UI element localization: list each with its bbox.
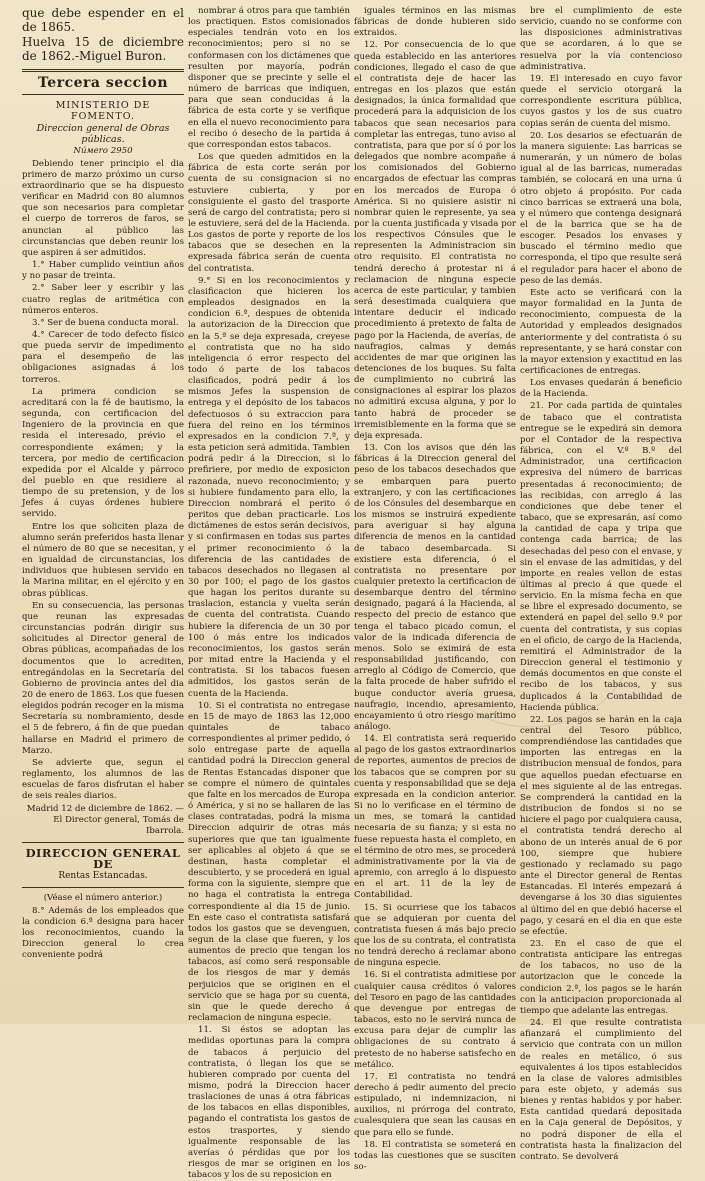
paragraph: 12. Por consecuencia de lo que queda establecido en las anteriores condiciones, llegado el caso de que el contratista deje de hacer las entregas en los plazos que están designados, la única formalidad que procederá para la adquisicion de los tabacos que sean necesarios para completar las entregas, tuno aviso al contratista, para que por sí ó por los delegados que nombre acompañe á los comisionados del Gobierno encargados de efectuar las compras en los mercados de Europa ó América. Si no quisiere asistir ni nombrar quien le represente, ya sea por la cuenta justificada y visada por los respectivos Cónsules que le representen la Administracion sin otro requisito. El contratista no tendrá derecho á protestar ni á reclamacion de ninguna especie acerca de este particular, y tambien será desestimada cualquiera que intentare deducir el indicado procedimiento á pretexto de falta de pago por la Hacienda, de averías, de naufragios, calmas y demás accidentes de mar que originen las detenciones de los buques. Su falta de cumplimiento no cubrirá las consignaciones al espirar los plazos no admitirá excusa alguna, y por lo tanto habrá de proceder se irremisiblemente en la forma que se deja expresada. bbox=[354, 40, 516, 441]
paragraph: Se advierte que, segun el reglamento, los alumnos de las escuelas de faros disfrutan el haber de seis reales diarios. bbox=[22, 757, 184, 802]
paragraph: 10. Si el contratista no entregase en 15 de mayo de 1863 las 12,000 quintales de tabaco correspondientes al primer pedido, ó solo entregase parte de aquella cantidad podrá la Direccion general de Rentas Estancadas disponer que se compre el número de quintales que falte en los mercados de Europa ó América, y si no se hallaren de las clases contratadas, podrá la misma Direccion adquirir de otras más superiores que que tan igualmente ser aplicables al objeto á que se destinan, hasta completar el descubierto, y se procederá en igual forma con la siguiente, siempre que no haga el contratista la entrega correspondiente al dia 15 de junio. En este caso el contratista satisfará todos los gastos que se devenguen, segun de la clase que fueren, y los aumentos de precio que tengan los tabacos, así como será responsable de los riesgos de mar y demás perjuicios que se originen en el servicio que se haga por su cuenta, sin que le quede derecho á reclamacion de ninguna especie. bbox=[188, 700, 350, 1024]
paragraph: nombrar á otros para que también los practiquen. Estos comisionados especiales tendrán voto en los reconocimientos; pero si no se conformasen con los dictámenes que resulten por mayoría, podrán disponer que se precinte y selle el número de barricas que indiquen, para que sean conducidas á la fábrica de esta corte y se verifique en ella el nuevo reconocimiento para el recibo ó desecho de la partida á que correspondan estos tabacos. bbox=[188, 6, 350, 150]
paragraph: 1.° Haber cumplido veintiun años y no pasar de treinta. bbox=[22, 260, 184, 282]
notice-number: Núмero 2950 bbox=[73, 146, 133, 157]
paragraph: La primera condicion se acreditará con la fé de bautismo, la segunda, con certificacion del Ingeniero de la provincia en que resida el interesado, prévio el correspondiente exámen; y la tercera, por medio de certificacion expedida por el Alcalde y párroco del pueblo en que residiere al tiempo de su pretension, y de los Jefes á cuyas órdenes hubiere servido. bbox=[22, 386, 184, 520]
see-previous-note: (Véase el número anterior.) bbox=[43, 893, 163, 904]
paragraph: bre el cumplimiento de este servicio, cuando no se conforme con las disposiciones administrativas que se acordaren, á lo que se resuelva por la vía contencioso administrativa. bbox=[520, 6, 682, 72]
paragraph: 22. Los pagos se harán en la caja central del Tesoro público, comprendiéndose las cantidades que importen las entregas en la distribucion mensual de fondos, para que aquellos puedan efectuarse en el mes siguiente al de las entregas. Se comprenderá la cantidad en la distribucion de fondos si no se hiciere el pago por cualquiera causa, el contratista tendrá derecho al abono de un interés anual de 6 por 100, siempre que hubiere gestionado y reclamado su pago ante el Director general de Rentas Estancadas. El interés empezará á devengarse á los 30 dias siguientes al último del en que debió hacerse el pago, y cesará en el dia en que este se efectúe. bbox=[520, 714, 682, 937]
section-title: Tercera seccion bbox=[37, 75, 169, 91]
date-line: Huelva 15 de diciembre de 1862.-Miguel Buron. bbox=[22, 35, 184, 63]
paragraph: 21. Por cada partida de quintales de tabaco que el contratista entregue se le expedirá sin demora por el Contador de la respectiva fábrica, con el V.º B.º del Administrador, una certificacion expresiva del número de barricas presentadas á reconocimiento; de las recibidas, con arreglo á las condiciones que debe tener el tabaco, que se expresarán, así como la cantidad de capa y tripa que contenga cada barrica; de las desechadas del peso con el envase, y sin el envase de las admitidas, y del importe en reales vellon de estas últimas al precio á que quede el servicio. En la misma fecha en que se libre el expresado documento, se extenderá en papel del sello 9.º por cuenta del contratista, y sus copias en el oficio, de cargo de la Hacienda, remitirá el Administrador de la Direccion general el testimonio y demás documentos en que conste el recibo de los tabacos, y sus duplicados á la Contabilidad de Hacienda pública. bbox=[520, 401, 682, 713]
paragraph: 14. El contratista será requerido al pago de los gastos extraordinarios de reportes, aumentos de precios de los tabacos que se compren por su cuenta y responsabilidad que se deja expresada en la condicion anterior. Si no lo verificase en el término de un mes, se tomará la cantidad necesaria de su fianza; y si esta no fuese repuesta hasta el completo, en el término de otro mes, se procederá administrativamente por la via de apremio, con arreglo á lo dispuesto en el art. 11 de la ley de Contabilidad. bbox=[354, 734, 516, 901]
column-1 bbox=[22, 6, 184, 1018]
column-2 bbox=[188, 6, 351, 1181]
paragraph: 9.° Si en los reconocimientos y clasificacion que hicieren los empleados designados en la condicion 6.ª, despues de obtenida la autorizacion de la Direccion que en la 5.ª se deja expresada, creyese el contratista que no ha sido inteligencia ó error respecto del todo ó parte de los tabacos clasificados, podrá pedir á los mismos Jefes la suspension de entrega y el depósito de los tabacos defectuosos ó su extraccion para fuera del reino en los términos expresados en la condicion 7.ª, y esta peticion será admitida. Tambien podrá pedir á la Direccion, si lo prefiriere, por medio de exposicion razonada, nuevo reconocimiento; y si hubiere fundamento para ello, la Direccion nombrará el perito ó peritos que deban practicarle. Los dictámenes de estos serán decisivos, y si confirmasen en todas sus partes el primer reconocimiento ó la diferencia de las cantidades de tabacos desechados no llegasen al 30 por 100; el pago de los gastos que hagan los peritos durante su traslacion, estancia y vuelta serán de cuenta del contratista. Cuando hubiere la diferencia de un 30 por 100 ó más entre los indicados reconocimientos, los gastos serán por mitad entre la Hacienda y el contratista. Si los tabacos fuesen admitidos, los gastos serán de cuenta de la Hacienda. bbox=[188, 275, 350, 699]
paragraph: 4.° Carecer de todo defecto físico que pueda servir de impedimento para el desempeño de las obligaciones asignadas á los torreros. bbox=[22, 329, 184, 385]
paragraph: 19. El interesado en cuyo favor quede el servicio otorgará la correspondiente escritura pública, cuyos gastos y los de sus cuatro copias serán de cuenta del mismo. bbox=[520, 73, 682, 129]
divider bbox=[22, 69, 184, 72]
divider bbox=[22, 94, 184, 95]
paragraph: 17. El contratista no tendrá derecho á pedir aumento del precio estipulado, ni indemnizacion, ni auxilios, ni prórroga del contrato, cualesquiera que sean las causas en que para ello se funde. bbox=[354, 1071, 516, 1138]
paragraph: En su consecuencia, las personas que reunan las expresadas circunstancias podrán dirigir sus solicitudes al Director general de Obras públicas, acompañadas de los documentos que lo acrediten, entregándolas en la Secretaría del Gobierno de provincia antes del dia 20 de enero de 1863. Los que fuesen elegidos podrán recoger en la misma Secretaría su nombramiento, desde el 5 de febrero, á fin de que puedan hallarse en Madrid el primero de Marzo. bbox=[22, 600, 184, 756]
column-1-body bbox=[22, 159, 184, 803]
paragraph: Este acto se verificará con la mayor formalidad en la Junta de reconocimiento, compuesta de la Autoridad y empleados designados anteriormente y del contratista ó su representante, y se hará constar con la mayor extension y exactitud en las certificaciones de entregas. bbox=[520, 287, 682, 376]
paragraph: Debiendo tener principio el dia primero de marzo próximo un curso extraordinario que se ha dispuesto verificar en Madrid con 80 alumnos que son necesarios para completar el cuerpo de torreros de faros, se anuncian al público las circunstancias que deben reunir los que aspiren á ser admitidos. bbox=[22, 158, 184, 258]
paragraph: 24. El que resulte contratista afianzará el cumplimiento del servicio que contrata con un millon de reales en metálico, ó sus equivalentes á los tipos establecidos en la clase de valores admisibles para este objeto, y además sus bienes y rentas habidos y por haber. Esta cantidad quedará depositada en la Caja general de Depósitos, y no podrá disponer de ella el contratista hasta la finalizacion del contrato. Se devolverá bbox=[520, 1018, 682, 1162]
paragraph: Los envases quedarán á beneficio de la Hacienda. bbox=[520, 378, 682, 400]
paragraph: 15. Si ocurriese que los tabacos que se adquieran por cuenta del contratista fuesen á más bajo precio que los de su contrata, el contratista no tendrá derecho á reclamar abono de ninguna especie. bbox=[354, 902, 516, 969]
direction-heading: Direccion general de Obras públicas. bbox=[36, 123, 170, 146]
paragraph: 3.° Ser de buena conducta moral. bbox=[32, 317, 179, 328]
paragraph: 18. El contratista se someterá en todas las cuestiones que se susciten so- bbox=[354, 1139, 516, 1173]
paragraph: Entre los que soliciten plaza de alumno serán preferidos hasta llenar el número de 80 que se necesitan, y en igualdad de circunstancias, los individuos que hubiesen servido en la Marina militar, en el ejército y en obras públicas. bbox=[22, 521, 184, 599]
column-1-tail: 8.° Además de los empleados que la condicion 6.ª designa para hacer los reconocimientos, cuando la Direccion general lo crea conveniente podrá bbox=[22, 905, 184, 961]
paragraph: 2.° Saber leer y escribir y las cuatro reglas de aritmética con números enteros. bbox=[22, 283, 184, 316]
top-paragraph: que debe espender en el de 1865. bbox=[22, 6, 184, 34]
ministry-heading: MINISTERIO DE FOMENTO. bbox=[55, 100, 151, 123]
signature: Madrid 12 de diciembre de 1862. —El Director general, Tomás de Ibarrola. bbox=[26, 803, 184, 836]
divider bbox=[22, 842, 184, 843]
paragraph: iguales términos en las mismas fábricas de donde hubieren sido extraidos. bbox=[354, 6, 516, 39]
column-4 bbox=[520, 6, 682, 1162]
paragraph: 16. Si el contratista admitiese por cualquier causa créditos ó valores del Tesoro en pago de las cantidades que devengue por entregas de tabacos, esto no le servirá nunca de excusa para dejar de cumplir las obligaciones de su contrato á pretesto de no haberse satisfecho en metálico. bbox=[354, 970, 516, 1070]
paragraph: 11. Si éstos se adoptan las medidas oportunas para la compra de tabacos á perjuicio del contratista, ó llegan los que se hubieren comprado por cuenta del mismo, podrá la Direccion hacer traslaciones de unas á otra fábricas de los tabacos en ellas disponibles, pagando el contratista los gastos de estos trasportes, y siendo igualmente responsable de las averías ó pérdidas que por los riesgos de mar se originen en los tabacos y los de su reposicion en bbox=[188, 1025, 350, 1181]
divider bbox=[22, 887, 184, 888]
direction2-subheading: Rentas Estancadas. bbox=[58, 871, 148, 882]
direction2-heading: DIRECCION GENERAL DE bbox=[25, 846, 181, 872]
paragraph: Los que queden admitidos en la fábrica de esta corte serán por cuenta de su consignacion si no estuviere cubierta, y por consiguiente el gasto del trasporte será de cargo del contratista; pero si le estuviere, será del de la Hacienda. Los gastos de porte y reporte de los tabacos que se desechen en la expresada fábrica serán de cuenta del contratista. bbox=[188, 152, 351, 274]
column-2-body bbox=[188, 6, 350, 1181]
column-3 bbox=[354, 6, 516, 1173]
paragraph: 20. Los desarios se efectuarán de la manera siguiente: Las barricas se numerarán, y un número de bolas igual al de las barricas, numeradas también, se colocará en una urna ú otro objeto á propósito. Por cada cinco barricas se extraerá una bola, y el número que contenga designará el de la barrica que se ha de escoger. Pesados los envases y buscado el término medio que corresponda, el tipo que resulte será el regulador para hacer el abono de peso de las demás. bbox=[520, 130, 682, 286]
paragraph: 13. Con los avisos que dén las fábricas á la Direccion general del peso de los tabacos desechados que se embarquen para puerto extranjero, y con las certificaciones de los Cónsules del desembarque en los mismos se instruirá expediente para averiguar si hay alguna diferencia de menos en la cantidad de tabaco desembarcada. Si existiere esta diferencia, ó el contratista no presentare por cualquier pretexto la certificacion de desembarque dentro del término designado, pagará á la Hacienda, al respecto del precio de estanco que tenga el tabaco picado comun, el valor de la indicada diferencia de menos. Solo se eximirá de esta responsabilidad justificando, con arreglo al Código de Comercio, que la falta procede de haber sufrido el buque conductor avería gruesa, naufragio, incendio, apresamiento, encayamiento ú otro riesgo marítimo análogo. bbox=[354, 443, 516, 732]
paragraph: 23. En el caso de que el contratista anticipare las entregas de los tabacos, no uso de la autorizacion que le concede la condicion 2.ª, los pagos se le harán con la anticipacion proporcionada al tiempo que adelante las entregas. bbox=[520, 938, 682, 1016]
